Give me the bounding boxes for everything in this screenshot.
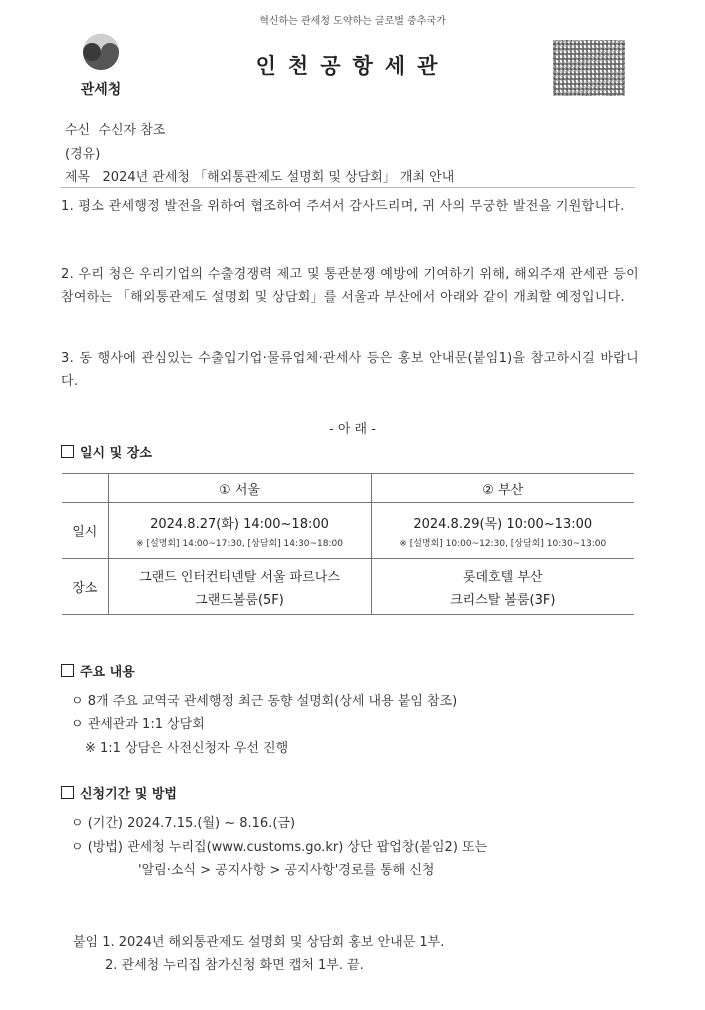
schedule-table	[62, 473, 634, 615]
column-seoul: ① 서울	[108, 474, 371, 503]
seoul-datetime-note: ※ [설명회] 14:00~17:30, [상담회] 14:30~18:00	[136, 538, 343, 549]
apply-method-continuation: '알림·소식 > 공지사항 > 공지사항'경로를 통해 신청	[138, 863, 435, 878]
attachment-1: 붙임 1. 2024년 해외통관제도 설명회 및 상담회 홍보 안내문 1부.	[73, 935, 445, 950]
paragraph-2: 2. 우리 청은 우리기업의 수출경쟁력 제고 및 통관분쟁 예방에 기여하기 위해, 해외주재 관세관 등이 참여하는 「해외통관제도 설명회 및 상담회」를 서울과 부산에서 아래와 같이 개최할 예정입니다.	[61, 267, 639, 305]
row-label-datetime: 일시	[62, 503, 108, 559]
below-marker: - 아 래 -	[329, 422, 376, 437]
subject-line	[65, 166, 454, 185]
via-label: (경유)	[65, 147, 101, 162]
contents-item-2: ㅇ 관세관과 1:1 상담회	[71, 717, 205, 732]
seoul-place-venue: 그랜드 인터컨티넨탈 서울 파르나스	[139, 569, 340, 585]
recipient-value: 수신자 참조	[98, 123, 166, 138]
recipient-line	[65, 119, 165, 138]
attachment-2: 2. 관세청 누리집 참가신청 화면 캡처 1부. 끝.	[105, 958, 364, 973]
header-divider	[60, 187, 635, 188]
seoul-datetime: 2024.8.27(화) 14:00~18:00	[150, 516, 329, 532]
subject-label: 제목	[65, 170, 91, 185]
contents-note: ※ 1:1 상담은 사전신청자 우선 진행	[85, 741, 289, 756]
checkbox-square-icon	[61, 664, 74, 677]
section-contents-title	[61, 661, 135, 680]
column-busan: ② 부산	[371, 474, 634, 503]
organization-title: 인천공항세관	[255, 54, 450, 78]
table-header-row	[62, 474, 634, 503]
paragraph-3: 3. 동 행사에 관심있는 수출입기업·물류업체·관세사 등은 홍보 안내문(붙임1)을 참고하시길 바랍니다.	[61, 351, 639, 389]
qr-code	[553, 40, 625, 96]
logo-text: 관세청	[80, 82, 122, 98]
busan-datetime-note: ※ [설명회] 10:00~12:30, [상담회] 10:30~13:00	[399, 538, 607, 549]
busan-place-room: 크리스탈 볼룸(3F)	[450, 592, 556, 608]
seoul-place-cell	[108, 559, 371, 615]
busan-datetime-cell	[371, 503, 634, 559]
section-schedule-label: 일시 및 장소	[80, 446, 152, 461]
subject-value: 2024년 관세청 「해외통관제도 설명회 및 상담회」 개최 안내	[102, 170, 455, 185]
table-row-place	[62, 559, 634, 615]
paragraph-1: 1. 평소 관세행정 발전을 위하여 협조하여 주셔서 감사드리며, 귀 사의 무궁한 발전을 기원합니다.	[61, 199, 625, 214]
contents-item-1: ㅇ 8개 주요 교역국 관세행정 최근 동향 설명회(상세 내용 붙임 참조)	[71, 694, 458, 709]
section-contents-label: 주요 내용	[80, 665, 135, 680]
table-corner-cell	[62, 474, 108, 503]
section-apply-title	[61, 783, 177, 802]
row-label-place: 장소	[62, 559, 108, 615]
apply-item-period: ㅇ (기간) 2024.7.15.(월) ~ 8.16.(금)	[71, 816, 296, 831]
busan-place-cell	[371, 559, 634, 615]
checkbox-square-icon	[61, 786, 74, 799]
table-row-datetime	[62, 503, 634, 559]
seoul-datetime-cell	[108, 503, 371, 559]
seoul-place-room: 그랜드볼룸(5F)	[195, 592, 284, 608]
busan-place-venue: 롯데호텔 부산	[463, 569, 543, 585]
slogan: 혁신하는 관세청 도약하는 글로벌 중추국가	[259, 16, 446, 27]
checkbox-square-icon	[61, 445, 74, 458]
recipient-label: 수신	[65, 123, 91, 138]
section-schedule-title	[61, 442, 152, 461]
section-apply-label: 신청기간 및 방법	[80, 787, 177, 802]
apply-item-method: ㅇ (방법) 관세청 누리집(www.customs.go.kr) 상단 팝업창(붙임2) 또는	[71, 840, 488, 855]
busan-datetime: 2024.8.29(목) 10:00~13:00	[413, 516, 593, 532]
